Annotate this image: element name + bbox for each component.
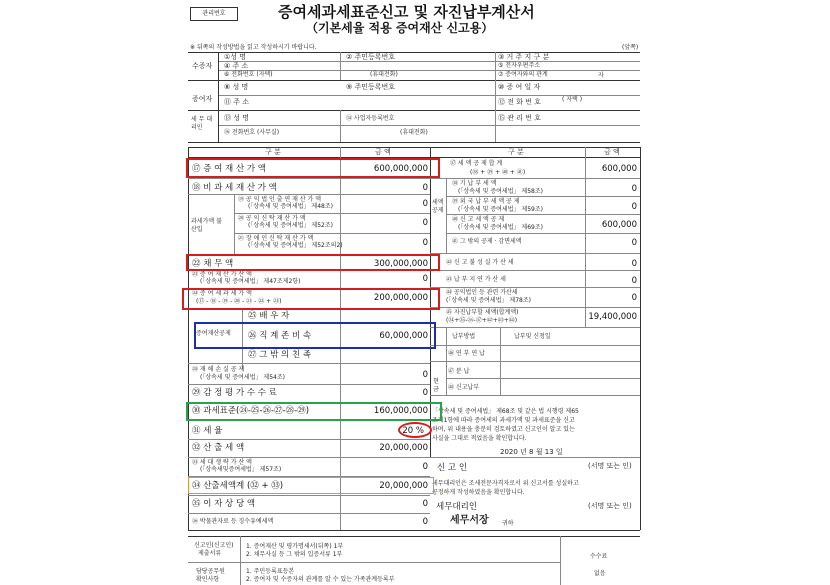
row-appraisal-amount: 0 [422, 388, 428, 398]
row-taxable-sub: (⑰ - ⑱ - ⑲ - ⑳ - ㉑ - ㉒ + ㉓) [196, 298, 282, 305]
pay-divided: ㊼ 분 납 [448, 368, 470, 375]
row-other-credit-amount: 0 [631, 238, 637, 248]
row-gen-skip-sub: (「상속세및증여세법」 제57조) [200, 466, 282, 473]
row-interest-amount: 0 [422, 499, 428, 509]
left-header: 구 분 [265, 148, 281, 156]
row-penalty-late-amount: 0 [631, 276, 637, 286]
row-calc-tax: ㉜ 산 출 세 액 [192, 443, 245, 453]
group-deduct: 증여재산공제 [196, 330, 231, 337]
agent-label: 세 무 대리인 [191, 116, 213, 131]
recipient-label: 수증자 [192, 62, 213, 70]
row-taxable-amount: 200,000,000 [373, 293, 428, 303]
row-prepaid: ㊳ 기 납 부 세 액 [452, 180, 497, 187]
donor-phone-note: ( 자택 ) [562, 96, 583, 103]
attach-label-2: 담당공무원 [196, 568, 225, 575]
row-other-relatives: ㉗ 그 밖 의 친 족 [248, 350, 312, 360]
recipient-phone: ⑥ 전화번호 (자택) [224, 71, 273, 78]
row-calc-total: ㉞ 산출세액계 (㉜ + ㉝) [192, 481, 284, 491]
row-filing-credit: ㊵ 신 고 세 액 공 제 [452, 216, 505, 223]
agent-mobile: (휴대전화) [400, 129, 428, 136]
recipient-residency: ③ 거 주 지 구 분 [498, 53, 550, 61]
recipient-relation: ⑦ 증여자와의 관계 [498, 71, 548, 78]
row-public-trust: ⑳ 공 익 신 탁 재 산 가 액 [238, 215, 306, 222]
row-lineal: ㉖ 직 계 존 비 속 [248, 331, 312, 341]
row-foreign: ㊴ 외 국 납 부 세 액 공 제 [452, 198, 520, 205]
row-self-pay-amount: 19,400,000 [588, 312, 637, 322]
highlight-tax-rate [398, 422, 432, 438]
row-tax-base-amount: 160,000,000 [373, 406, 428, 416]
row-public-penalty-sub: (「상속세 및 증여세법」 제78조) [446, 297, 531, 304]
instruction-note: ※ 뒤쪽의 작성방법을 읽고 작성하시기 바랍니다. [190, 44, 317, 51]
row-tax-base: ㉚ 과세표준(㉔-㉕-㉖-㉗-㉘-㉙) [192, 406, 310, 416]
row-prepaid-sub: (「상속세 및 증여세법」 제58조) [458, 188, 543, 195]
row-public-corp-sub: (「상속세 및 증여세법」 제48조) [248, 203, 333, 210]
row-tax-rate: ㉛ 세 율 [192, 426, 223, 436]
declaration-line3: 하며, 위 내용을 충분히 검토하였고 신고인이 알고 있는 [432, 426, 575, 433]
row-public-penalty-amount: 0 [631, 293, 637, 303]
group-credit: 세액 공제 [432, 199, 444, 214]
row-credit-total: ㊲ 세 액 공 제 합 계 [450, 160, 503, 167]
attach-label-2b: 확인사항 [196, 576, 220, 583]
row-gen-skip: ㉝ 세 대 생 략 가 산 액 [192, 459, 252, 466]
row-museum: ㊱ 박물관자료 등 징수유예세액 [192, 518, 274, 525]
row-addition-amount: 0 [422, 274, 428, 284]
row-appraisal: ㉙ 감 정 평 가 수 수 료 [192, 388, 277, 398]
row-filing-credit-amount: 600,000 [601, 220, 637, 230]
page-side: (앞쪽) [622, 44, 639, 51]
doc-number-box [190, 7, 238, 21]
left-amount-header: 금 액 [375, 148, 391, 156]
row-credit-total-amount: 600,000 [601, 164, 637, 174]
recipient-relation-value: 자 [598, 72, 604, 79]
row-disaster-amount: 0 [422, 370, 428, 380]
declaration-line1: 「상속세 및 증여세법」 제68조 및 같은 법 시행령 제65 [432, 408, 579, 415]
row-disabled-trust-amount: 0 [422, 238, 428, 248]
row-credit-total-sub: (㊳ + ㊴ + ㊵ + ㊶) [470, 169, 526, 176]
row-penalty-filing: ㊷ 신 고 불 성 실 가 산 세 [446, 259, 514, 266]
row-public-trust-amount: 0 [422, 218, 428, 228]
row-self-pay-sub: (㉞+㉟-㊱-㊲+㊷+㊸+㊹) [446, 317, 518, 324]
fee-value: 없음 [594, 570, 606, 577]
highlight-debt [186, 254, 440, 271]
pay-report: ㊽ 신고납부 [448, 384, 480, 391]
filer-sign: (서명 또는 인) [588, 462, 632, 470]
row-penalty-late: ㊸ 납 부 지 연 가 산 세 [446, 276, 506, 283]
row-self-pay: ㊺ 자진납부할 세액(합계액) [446, 309, 519, 316]
row-disabled-trust-sub: (「상속세 및 증여세법」 제52조의2) [248, 242, 343, 249]
highlight-lineal [194, 322, 436, 349]
row-gift-value: ⑰ 증 여 재 산 가 액 [192, 164, 266, 174]
row-prepaid-amount: 0 [631, 184, 637, 194]
row-calc-tax-amount: 20,000,000 [379, 443, 428, 453]
row-gen-skip-amount: 0 [422, 462, 428, 472]
row-disaster-sub: (「상속세 및 증여세법」 제54조) [200, 374, 285, 381]
agent-confirm-2: 공정하게 작성하였음을 확인합니다. [432, 489, 525, 496]
declaration-line2: 조제1항에 따라 증여세의 과세가액 및 과세표준을 신고 [432, 417, 575, 424]
row-public-trust-sub: (「상속세 및 증여세법」 제52조) [248, 222, 333, 229]
tax-office: 세무서장 [450, 515, 489, 526]
row-tax-rate-amount: 20 % [402, 426, 424, 436]
right-amount-header: 금 액 [604, 148, 620, 156]
attach-label-1b: 제출서류 [198, 550, 222, 557]
attach-item-2: 2. 채무사실 등 그 밖의 입증서류 1부 [246, 551, 343, 558]
declaration-date: 2020 년 8 월 13 일 [500, 448, 563, 456]
donor-rrn: ⑨ 주민등록번호 [346, 83, 396, 91]
agent-biz: ⑭ 사업자등록번호 [346, 115, 395, 122]
row-addition: ㉓ 증 여 재 산 가 산 액 [192, 271, 252, 278]
row-disaster: ㉘ 재 해 손 실 공 제 [192, 366, 245, 373]
row-interest: ㉟ 이 자 상 당 액 [192, 499, 256, 509]
fee-label: 수수료 [590, 553, 608, 560]
agent-mgmt: ⑮ 관 리 번 호 [498, 114, 541, 122]
row-addition-sub: (「상속세 및 증여세법」 제47조제2항) [200, 278, 301, 285]
row-foreign-amount: 0 [631, 202, 637, 212]
agent-sign-label: 세무대리인 [436, 502, 478, 512]
row-nontax: ⑱ 비 과 세 재 산 가 액 [192, 183, 277, 193]
attach-item-3: 1. 주민등록표등본 [246, 568, 295, 575]
donor-label: 증여자 [192, 95, 213, 103]
tax-office-honorific: 귀하 [502, 520, 514, 527]
recipient-email: ⑤ 전자우편주소 [498, 62, 541, 69]
row-penalty-filing-amount: 0 [631, 259, 637, 269]
donor-date: ⑩ 증 여 일 자 [498, 83, 541, 91]
pay-cash-label: 현금 [433, 378, 439, 393]
row-foreign-sub: (「상속세 및 증여세법」 제59조) [458, 206, 543, 213]
row-gift-value-amount: 600,000,000 [373, 164, 428, 174]
agent-phone: ⑯ 전화번호 (사무실) [224, 129, 280, 136]
row-museum-amount: 0 [422, 517, 428, 527]
row-disabled-trust: ㉑ 장 애 인 신 탁 재 산 가 액 [238, 235, 314, 242]
row-public-penalty: ㊹ 공익법인 등 관련 가산세 [446, 289, 518, 296]
row-public-corp: ⑲ 공 익 법 인 출 연 재 산 가 액 [238, 196, 322, 203]
row-taxable: ㉔ 증 여 세 과 세 가 액 [192, 290, 252, 297]
row-spouse: ㉕ 배 우 자 [248, 311, 290, 321]
recipient-rrn: ② 주민등록번호 [346, 53, 396, 61]
declaration-line4: 사실을 그대로 적었음을 확인합니다. [432, 435, 527, 442]
doc-number-label: 관리번호 [202, 10, 226, 17]
row-filing-credit-sub: (「상속세 및 증여세법」 제69조) [458, 224, 543, 231]
recipient-name: ①성 명 [224, 53, 247, 61]
attach-item-1: 1. 증여재산 및 평가명세서(뒤쪽) 1부 [246, 543, 344, 550]
attach-label-1: 신고인(신고인) [194, 542, 234, 549]
row-debt-amount: 300,000,000 [373, 259, 428, 269]
donor-phone: ⑫ 전 화 번 호 [498, 98, 541, 106]
row-calc-total-amount: 20,000,000 [379, 481, 428, 491]
row-debt: ㉒ 채 무 액 [192, 259, 234, 269]
filer-label: 신 고 인 [437, 463, 468, 473]
row-public-corp-amount: 0 [422, 199, 428, 209]
highlight-taxable [182, 288, 440, 310]
pay-method-header: 납부방법 [452, 333, 476, 340]
group-exempt: 과세가액 불산입 [191, 218, 222, 233]
donor-name: ⑧ 성 명 [224, 83, 249, 91]
page-subtitle: （기본세율 적용 증여재산 신고용） [306, 21, 494, 35]
row-other-credit: ㊶ 그 밖의 공제 · 감면세액 [452, 238, 522, 245]
agent-name: ⑬ 성 명 [224, 114, 249, 122]
agent-sign: (서명 또는 인) [588, 502, 632, 510]
recipient-mobile: (휴대전화) [370, 71, 398, 78]
donor-address: ⑪ 주 소 [224, 98, 249, 106]
pay-installment: ㊻ 연 부 연 납 [448, 350, 485, 357]
right-header: 구 분 [508, 148, 524, 156]
recipient-address: ④ 주 소 [224, 62, 249, 70]
highlight-tax-base [186, 402, 442, 421]
highlight-calc-total [188, 477, 434, 494]
row-nontax-amount: 0 [422, 183, 428, 193]
highlight-gift-value [186, 158, 440, 178]
attach-item-4: 2. 증여자 및 수증자의 관계를 알 수 있는 가족관계등록부 [246, 576, 395, 583]
page-title: 증여세과세표준신고 및 자진납부계산서 [278, 3, 535, 21]
agent-confirm-1: 세무대리인은 조세전문자격자로서 위 신고서를 성실하고 [432, 480, 579, 487]
row-lineal-amount: 60,000,000 [379, 331, 428, 341]
pay-date-header: 납부및 신청일 [514, 333, 551, 340]
